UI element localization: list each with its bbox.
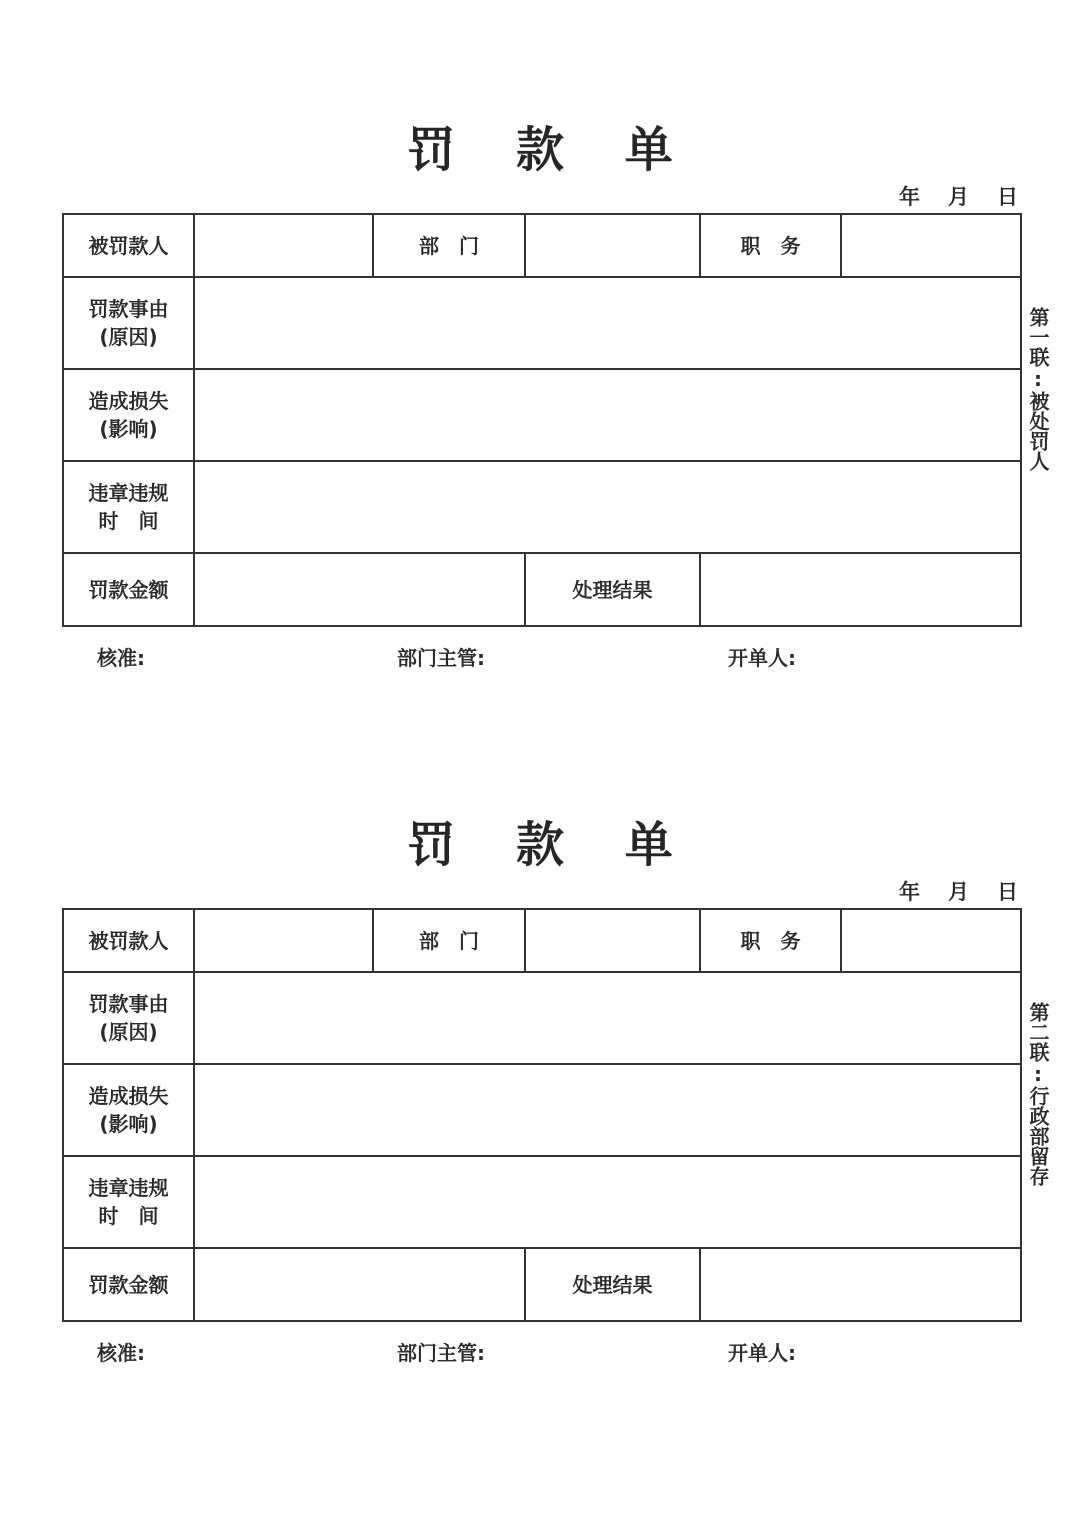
issuer-signature: 开单人: <box>728 1341 796 1365</box>
penalized-person-label: 被罚款人 <box>64 215 195 278</box>
violation-time-field[interactable] <box>195 462 1020 554</box>
penalty-table <box>62 908 1022 1322</box>
result-label: 处理结果 <box>526 1249 701 1320</box>
reason-field[interactable] <box>195 278 1020 370</box>
form-title: 罚 款 单 <box>407 817 695 873</box>
loss-label <box>64 370 195 462</box>
date-day: 日 <box>997 185 1018 209</box>
approve-signature: 核准: <box>97 646 145 670</box>
amount-field[interactable] <box>195 554 526 625</box>
violation-label-line1: 违章违规 <box>88 1176 169 1200</box>
position-label: 职 务 <box>701 215 842 278</box>
violation-label-line2: 时 间 <box>98 509 159 533</box>
result-field[interactable] <box>701 554 1020 625</box>
form-title: 罚 款 单 <box>407 122 695 178</box>
loss-label-line2: (影响) <box>99 417 158 441</box>
department-field[interactable] <box>526 910 701 973</box>
penalized-person-label: 被罚款人 <box>64 910 195 973</box>
result-label: 处理结果 <box>526 554 701 625</box>
penalized-person-field[interactable] <box>195 910 374 973</box>
reason-field[interactable] <box>195 973 1020 1065</box>
supervisor-signature: 部门主管: <box>397 1341 485 1365</box>
loss-field[interactable] <box>195 1065 1020 1157</box>
department-label: 部 门 <box>374 215 526 278</box>
loss-field[interactable] <box>195 370 1020 462</box>
loss-label-line1: 造成损失 <box>88 1084 169 1108</box>
position-field[interactable] <box>842 910 1020 973</box>
amount-label: 罚款金额 <box>64 1249 195 1320</box>
violation-label-line2: 时 间 <box>98 1204 159 1228</box>
date-row <box>899 184 1018 210</box>
supervisor-signature: 部门主管: <box>397 646 485 670</box>
position-field[interactable] <box>842 215 1020 278</box>
loss-label-line1: 造成损失 <box>88 389 169 413</box>
result-field[interactable] <box>701 1249 1020 1320</box>
loss-label-line2: (影响) <box>99 1112 158 1136</box>
violation-time-label <box>64 462 195 554</box>
reason-label-line2: (原因) <box>99 325 158 349</box>
penalty-table <box>62 213 1022 627</box>
violation-label-line1: 违章违规 <box>88 481 169 505</box>
copy-note: 第二联:行政部留存 <box>1026 1002 1050 1186</box>
reason-label <box>64 973 195 1065</box>
amount-label: 罚款金额 <box>64 554 195 625</box>
copy-note: 第一联:被处罚人 <box>1026 307 1050 471</box>
reason-label-line2: (原因) <box>99 1020 158 1044</box>
date-day: 日 <box>997 880 1018 904</box>
position-label: 职 务 <box>701 910 842 973</box>
loss-label <box>64 1065 195 1157</box>
date-year: 年 <box>899 185 920 209</box>
issuer-signature: 开单人: <box>728 646 796 670</box>
date-row <box>899 879 1018 905</box>
reason-label-line1: 罚款事由 <box>88 297 169 321</box>
date-month: 月 <box>948 185 969 209</box>
department-field[interactable] <box>526 215 701 278</box>
penalized-person-field[interactable] <box>195 215 374 278</box>
reason-label-line1: 罚款事由 <box>88 992 169 1016</box>
date-year: 年 <box>899 880 920 904</box>
approve-signature: 核准: <box>97 1341 145 1365</box>
amount-field[interactable] <box>195 1249 526 1320</box>
penalty-form-copy-2 <box>0 695 1080 1365</box>
department-label: 部 门 <box>374 910 526 973</box>
violation-time-label <box>64 1157 195 1249</box>
reason-label <box>64 278 195 370</box>
violation-time-field[interactable] <box>195 1157 1020 1249</box>
date-month: 月 <box>948 880 969 904</box>
penalty-form-copy-1 <box>0 0 1080 670</box>
